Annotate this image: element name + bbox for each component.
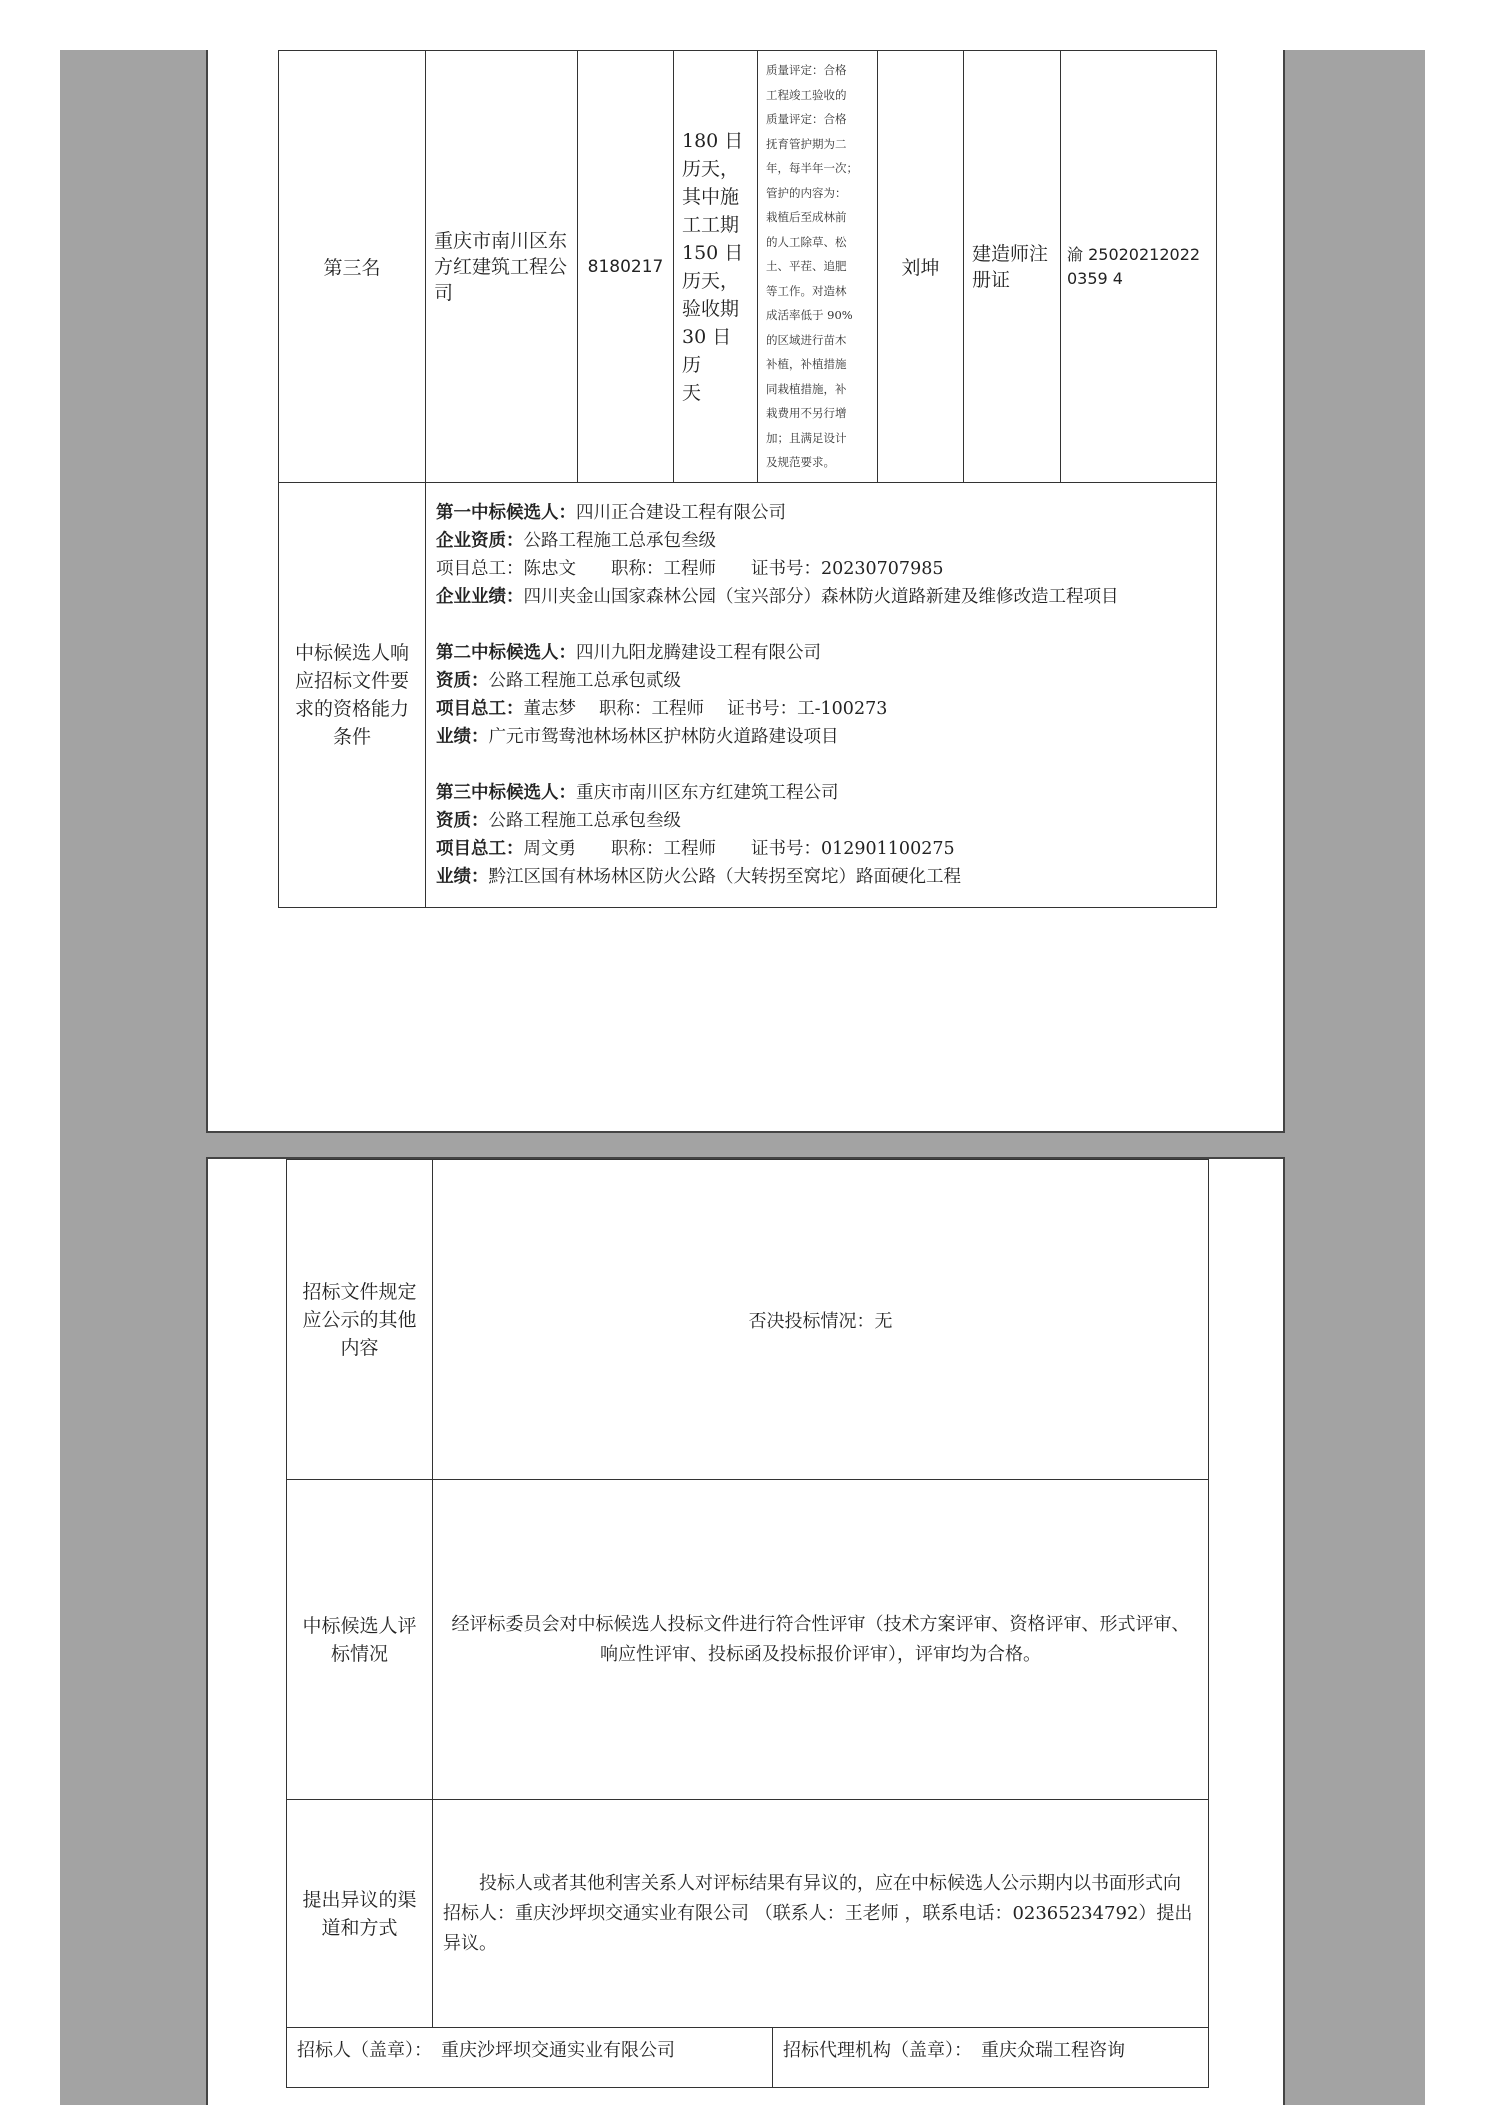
qualification-content bbox=[426, 483, 1217, 908]
evaluation-content: 经评标委员会对中标候选人投标文件进行符合性评审（技术方案评审、资格评审、形式评审、响应性评审、投标函及投标报价评审），评审均为合格。 bbox=[433, 1480, 1209, 1800]
c2-perf-label: 业绩： bbox=[436, 727, 489, 747]
c1-perf: 四川夹金山国家森林公园（宝兴部分）森林防火道路新建及维修改造工程项目 bbox=[523, 587, 1119, 607]
candidate-table bbox=[278, 50, 1217, 908]
period-line: 天 bbox=[682, 381, 702, 404]
quality-line: 加；且满足设计 bbox=[766, 430, 847, 445]
cert-type-cell: 建造师注册证 bbox=[964, 51, 1061, 483]
c1-qual: 公路工程施工总承包叁级 bbox=[523, 531, 716, 551]
c2-staff: 董志梦 职称：工程师 证书号：工-100273 bbox=[523, 699, 888, 719]
rank-cell: 第三名 bbox=[279, 51, 426, 483]
document-page-2 bbox=[206, 1157, 1285, 2105]
cert-no-cell: 渝 250202120220359 4 bbox=[1061, 51, 1217, 483]
quality-line: 及规范要求。 bbox=[766, 455, 835, 470]
qualification-label: 中标候选人响应招标文件要求的资格能力条件 bbox=[279, 483, 426, 908]
c3-perf-label: 业绩： bbox=[436, 867, 489, 887]
table-row-other bbox=[287, 1160, 1209, 1480]
table-row-signature bbox=[287, 2028, 1209, 2088]
table-row-qualification bbox=[279, 483, 1217, 908]
table-row-third-place bbox=[279, 51, 1217, 483]
quality-line: 成活率低于 90% bbox=[766, 308, 853, 323]
company-cell: 重庆市南川区东方红建筑工程公司 bbox=[426, 51, 578, 483]
quality-line: 管护的内容为： bbox=[766, 185, 847, 200]
c2-name: 四川九阳龙腾建设工程有限公司 bbox=[576, 643, 821, 663]
quality-line: 栽费用不另行增 bbox=[766, 406, 847, 421]
objection-content: 投标人或者其他利害关系人对评标结果有异议的，应在中标候选人公示期内以书面形式向招标人：重庆沙坪坝交通实业有限公司 （联系人：王老师 ，联系电话：02365234792）提出异议。 bbox=[433, 1800, 1209, 2028]
period-line: 其中施 bbox=[682, 185, 740, 208]
manager-cell: 刘坤 bbox=[878, 51, 964, 483]
quality-line: 质量评定：合格 bbox=[766, 63, 847, 78]
c3-qual: 公路工程施工总承包叁级 bbox=[488, 811, 681, 831]
document-page-1 bbox=[206, 50, 1285, 1133]
tenderer-stamp: 招标人（盖章）： 重庆沙坪坝交通实业有限公司 bbox=[287, 2028, 773, 2088]
period-cell bbox=[674, 51, 758, 483]
info-table bbox=[286, 1159, 1209, 2088]
c3-staff-label: 项目总工： bbox=[436, 839, 524, 859]
quality-line: 土、平茬、追肥 bbox=[766, 259, 847, 274]
price-cell: 8180217 bbox=[578, 51, 674, 483]
c1-qual-label: 企业资质： bbox=[436, 531, 524, 551]
c2-staff-label: 项目总工： bbox=[436, 699, 524, 719]
c3-staff: 周文勇 职称：工程师 证书号：012901100275 bbox=[523, 839, 955, 859]
c2-perf: 广元市鸳鸯池林场林区护林防火道路建设项目 bbox=[488, 727, 839, 747]
c2-qual: 公路工程施工总承包贰级 bbox=[488, 671, 681, 691]
period-line: 工工期 bbox=[682, 213, 740, 236]
period-line: 180 日 bbox=[682, 129, 744, 152]
quality-line: 的人工除草、松 bbox=[766, 234, 847, 249]
quality-line: 质量评定：合格 bbox=[766, 112, 847, 127]
c1-staff: 项目总工：陈忠文 职称：工程师 证书号：20230707985 bbox=[436, 559, 944, 579]
table-row-objection bbox=[287, 1800, 1209, 2028]
quality-line: 工程竣工验收的 bbox=[766, 87, 847, 102]
viewer-background-right bbox=[1285, 50, 1425, 2105]
c2-qual-label: 资质： bbox=[436, 671, 489, 691]
other-label: 招标文件规定应公示的其他内容 bbox=[287, 1160, 433, 1480]
c3-name: 重庆市南川区东方红建筑工程公司 bbox=[576, 783, 839, 803]
evaluation-label: 中标候选人评标情况 bbox=[287, 1480, 433, 1800]
quality-line: 抚育管护期为二 bbox=[766, 136, 847, 151]
c3-qual-label: 资质： bbox=[436, 811, 489, 831]
quality-line: 栽植后至成林前 bbox=[766, 210, 847, 225]
quality-line: 同栽植措施，补 bbox=[766, 381, 847, 396]
c3-name-label: 第三中标候选人： bbox=[436, 783, 576, 803]
period-line: 历天， bbox=[682, 269, 740, 292]
c2-name-label: 第二中标候选人： bbox=[436, 643, 576, 663]
agency-stamp: 招标代理机构（盖章）： 重庆众瑞工程咨询 bbox=[773, 2028, 1209, 2088]
quality-line: 等工作。对造林 bbox=[766, 283, 847, 298]
objection-label: 提出异议的渠道和方式 bbox=[287, 1800, 433, 2028]
period-line: 历天， bbox=[682, 157, 740, 180]
period-line: 30 日历 bbox=[682, 325, 732, 376]
period-line: 验收期 bbox=[682, 297, 740, 320]
c1-perf-label: 企业业绩： bbox=[436, 587, 524, 607]
quality-cell bbox=[758, 51, 878, 483]
c3-perf: 黔江区国有林场林区防火公路（大转拐至窝坨）路面硬化工程 bbox=[488, 867, 961, 887]
quality-line: 年，每半年一次； bbox=[766, 161, 858, 176]
c1-name: 四川正合建设工程有限公司 bbox=[576, 503, 786, 523]
page-gap bbox=[206, 1133, 1285, 1157]
period-line: 150 日 bbox=[682, 241, 744, 264]
other-content: 否决投标情况：无 bbox=[433, 1160, 1209, 1480]
viewer-background-left bbox=[60, 50, 206, 2105]
quality-line: 的区域进行苗木 bbox=[766, 332, 847, 347]
table-row-evaluation bbox=[287, 1480, 1209, 1800]
quality-line: 补植，补植措施 bbox=[766, 357, 847, 372]
c1-name-label: 第一中标候选人： bbox=[436, 503, 576, 523]
